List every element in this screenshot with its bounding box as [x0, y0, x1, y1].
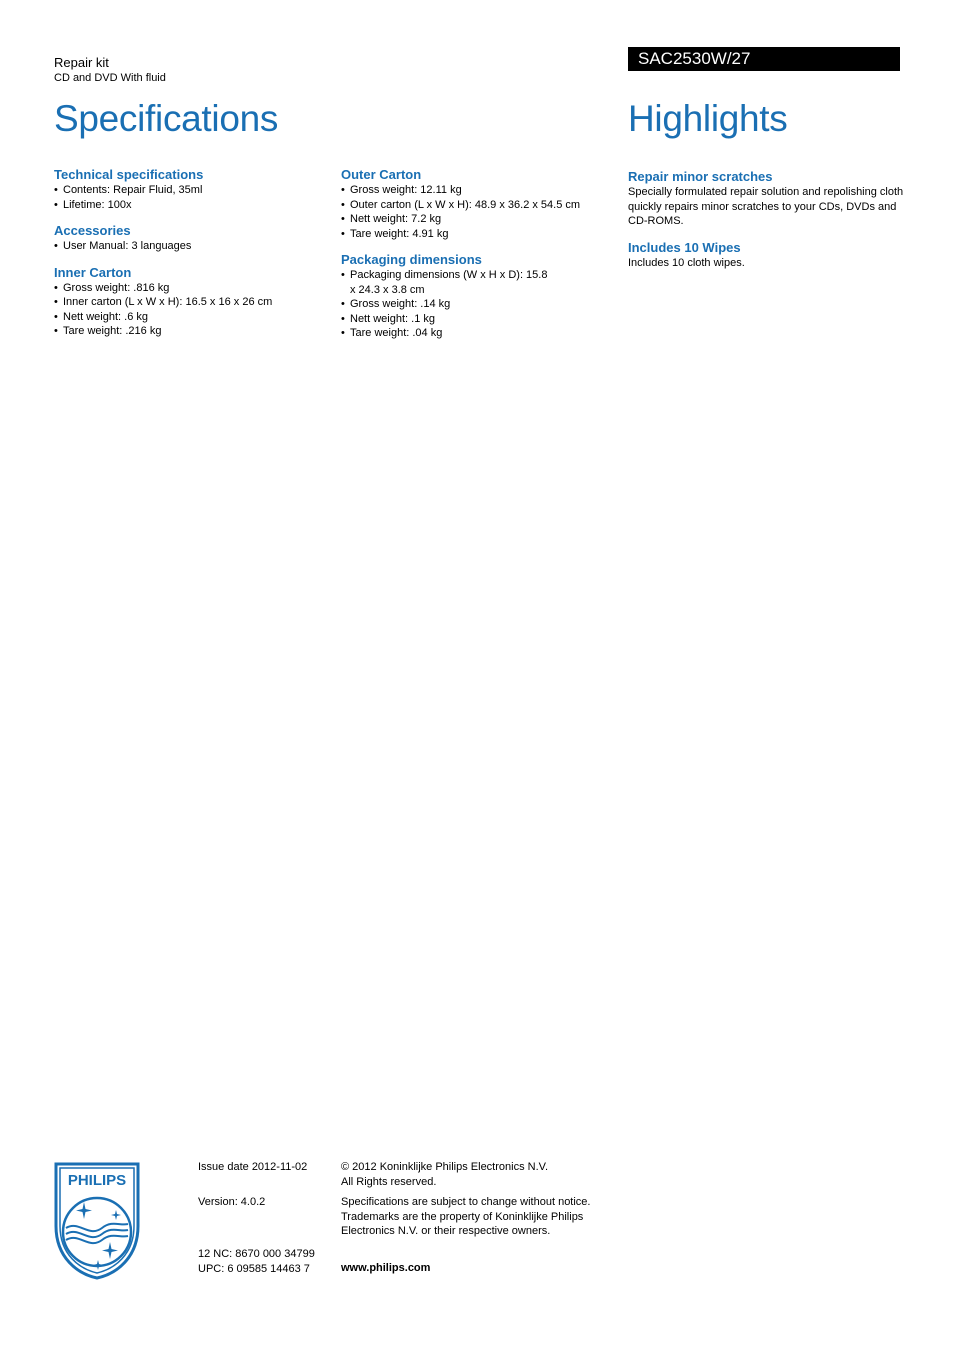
inner-carton-section [54, 265, 324, 339]
logo-wordmark: PHILIPS [67, 1172, 127, 1189]
product-subtitle: CD and DVD With fluid [54, 72, 166, 84]
rights-line: All Rights reserved. [341, 1175, 437, 1188]
notice-line: Specifications are subject to change without notice. [341, 1196, 591, 1208]
highlights-title: Highlights [628, 98, 788, 139]
copyright-line: © 2012 Koninklijke Philips Electronics N.V. [341, 1161, 549, 1173]
highlight-text: Specially formulated repair solution and repolishing cloth quickly repairs minor scratches to your CDs, DVDs and CD-ROMS. [628, 186, 904, 227]
philips-shield-logo [54, 1162, 140, 1280]
nc-code: 12 NC: 8670 000 34799 [198, 1248, 315, 1260]
highlight-includes-wipes [628, 240, 904, 271]
list-item: • Tare weight: .216 kg [54, 324, 324, 339]
list-item: • Tare weight: 4.91 kg [341, 227, 611, 242]
list-item: • Packaging dimensions (W x H x D): 15.8 x 24.3 x 3.8 cm [341, 268, 551, 297]
technical-specifications-section [54, 167, 324, 212]
list-item: • User Manual: 3 languages [54, 239, 324, 254]
copyright [341, 1160, 621, 1189]
issue-date: Issue date 2012-11-02 [198, 1161, 308, 1173]
section-title: Inner Carton [54, 264, 132, 280]
highlight-title: Repair minor scratches [628, 169, 773, 184]
product-codes [198, 1247, 315, 1276]
list-item: • Outer carton (L x W x H): 48.9 x 36.2 x 54.5 cm [341, 198, 611, 213]
list-item: • Gross weight: 12.11 kg [341, 183, 611, 198]
list-item: • Nett weight: 7.2 kg [341, 212, 611, 227]
accessories-section [54, 223, 324, 254]
specifications-title: Specifications [54, 98, 279, 139]
packaging-dimensions-section [341, 252, 611, 341]
list-item: • Lifetime: 100x [54, 198, 324, 213]
highlight-title: Includes 10 Wipes [628, 239, 741, 255]
list-item: • Gross weight: .816 kg [54, 281, 324, 296]
list-item: • Nett weight: .6 kg [54, 310, 324, 325]
list-item: • Gross weight: .14 kg [341, 297, 611, 312]
list-item: • Contents: Repair Fluid, 35ml [54, 183, 324, 198]
website-link[interactable]: www.philips.com [341, 1262, 431, 1274]
spec-column-1 [54, 167, 324, 350]
section-title: Accessories [54, 223, 131, 238]
upc-code: UPC: 6 09585 14463 7 [198, 1262, 310, 1275]
list-item: • Tare weight: .04 kg [341, 326, 611, 341]
highlight-repair-scratches [628, 169, 904, 229]
list-item: • Nett weight: .1 kg [341, 312, 611, 327]
list-item: • Inner carton (L x W x H): 16.5 x 16 x 26 cm [54, 295, 324, 310]
outer-carton-section [341, 167, 611, 241]
section-title: Technical specifications [54, 167, 204, 182]
notice-line: Trademarks are the property of Koninklijke Philips [341, 1210, 584, 1223]
version: Version: 4.0.2 [198, 1196, 266, 1208]
philips-shield-icon [54, 1162, 140, 1280]
highlights-column [628, 169, 904, 281]
spec-column-2 [341, 167, 611, 352]
highlight-text: Includes 10 cloth wipes. [628, 256, 745, 269]
section-title: Outer Carton [341, 167, 422, 182]
model-number-bar: SAC2530W/27 [628, 47, 900, 71]
notice-line: Electronics N.V. or their respective owners. [341, 1225, 551, 1237]
section-title: Packaging dimensions [341, 252, 482, 267]
product-name: Repair kit [54, 55, 109, 70]
legal-notice [341, 1195, 631, 1239]
